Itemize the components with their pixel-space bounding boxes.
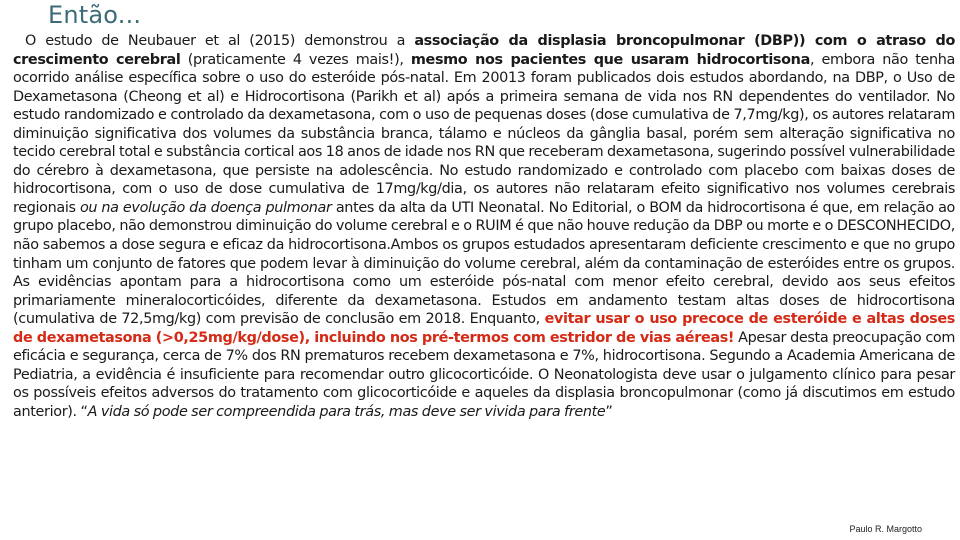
body-text: ” xyxy=(605,403,613,420)
body-text: (praticamente 4 vezes mais!), xyxy=(180,51,411,68)
body-italic-pulmonary: ou na evolução da doença pulmonar xyxy=(79,199,332,216)
body-text: , embora não tenha ocorrido análise específica sobre o uso do esteróide pós-natal. Em 20013 foram publicados dois estudos abordando, na DBP, o Uso de Dexametasona (Cheong et al) e Hidrocortisona (Parikh et al) após a primeira semana de vida nos RN dependentes do ventilador. No estudo randomizado e controlado da dexametasona, com o uso de pequenas doses (dose cumulativa de 7,7mg/kg), os autores relataram diminuição significativa dos volumes da substância branca, tálamo e núcleos da gânglia basal, porém sem alteração significativa no tecido cerebral total e substância cortical aos 18 anos de idade nos RN que receberam dexametasona, sugerindo possível vulnerabilidade do cérebro à dexametasona, que persiste na adolescência. No estudo randomizado e controlado com placebo com baixas doses de hidrocortisona, com o uso de dose cumulativa de 17mg/kg/dia, os autores não relataram efeito significativo nos volumes cerebrais regionais xyxy=(13,51,956,216)
body-text: antes da alta da UTI Neonatal. No Editorial, o BOM da hidrocortisona é que, em relação ao grupo placebo, não demonstrou diminuição do volume cerebral e o RUIM é que não houve redução da DBP ou morte e o DESCONHECIDO, não sabemos a dose segura e eficaz da hidrocortisona.Ambos os grupos estudados apresentaram deficiente crescimento e que no grupo tinham um conjunto de fatores que podem levar à diminuição do volume cerebral, além da contaminação de esteróides entre os grupos. As evidências apontam para a hidrocortisona como um esteróide pós-natal com menor efeito cerebral, devido aos seus efeitos primariamente mineralocorticóides, diferente da dexametasona. Estudos em andamento testam altas doses de hidrocortisona (cumulativa de 72,5mg/kg) com previsão de conclusão em 2018. Enquanto, xyxy=(13,199,955,328)
body-red-warning: evitar usar o uso precoce de esteróide e altas doses de dexametasona (>0,25mg/kg/dose), incluindo nos pré-termos com estridor de vias aéreas! xyxy=(13,311,955,346)
body-text: O estudo de Neubauer et al (2015) demonstrou a xyxy=(25,33,415,49)
author-footer: Paulo R. Margotto xyxy=(849,524,922,534)
body-italic-quote: A vida só pode ser compreendida para trás, mas deve ser vivida para frente xyxy=(87,403,606,420)
body-bold-dbp-association: associação da displasia broncopulmonar (DBP)) com o atraso do crescimento cerebral xyxy=(13,33,955,68)
slide-body-paragraph xyxy=(13,32,955,421)
body-text: Apesar desta preocupação com eficácia e segurança, cerca de 7% dos RN prematuros recebem dexametasona e 7%, hidrocortisona. Segundo a Academia Americana de Pediatria, a evidência é insuficiente para recomendar outro glicocorticóide. O Neonatologista deve usar o julgamento clínico para pesar os possíveis efeitos adversos do tratamento com glicocorticóide e aqueles da displasia broncopulmonar (como já discutimos em estudo anterior). “ xyxy=(13,329,955,420)
slide-title: Então... xyxy=(48,1,142,29)
body-bold-hydrocortisone-patients: mesmo nos pacientes que usaram hidrocortisona xyxy=(410,51,810,68)
